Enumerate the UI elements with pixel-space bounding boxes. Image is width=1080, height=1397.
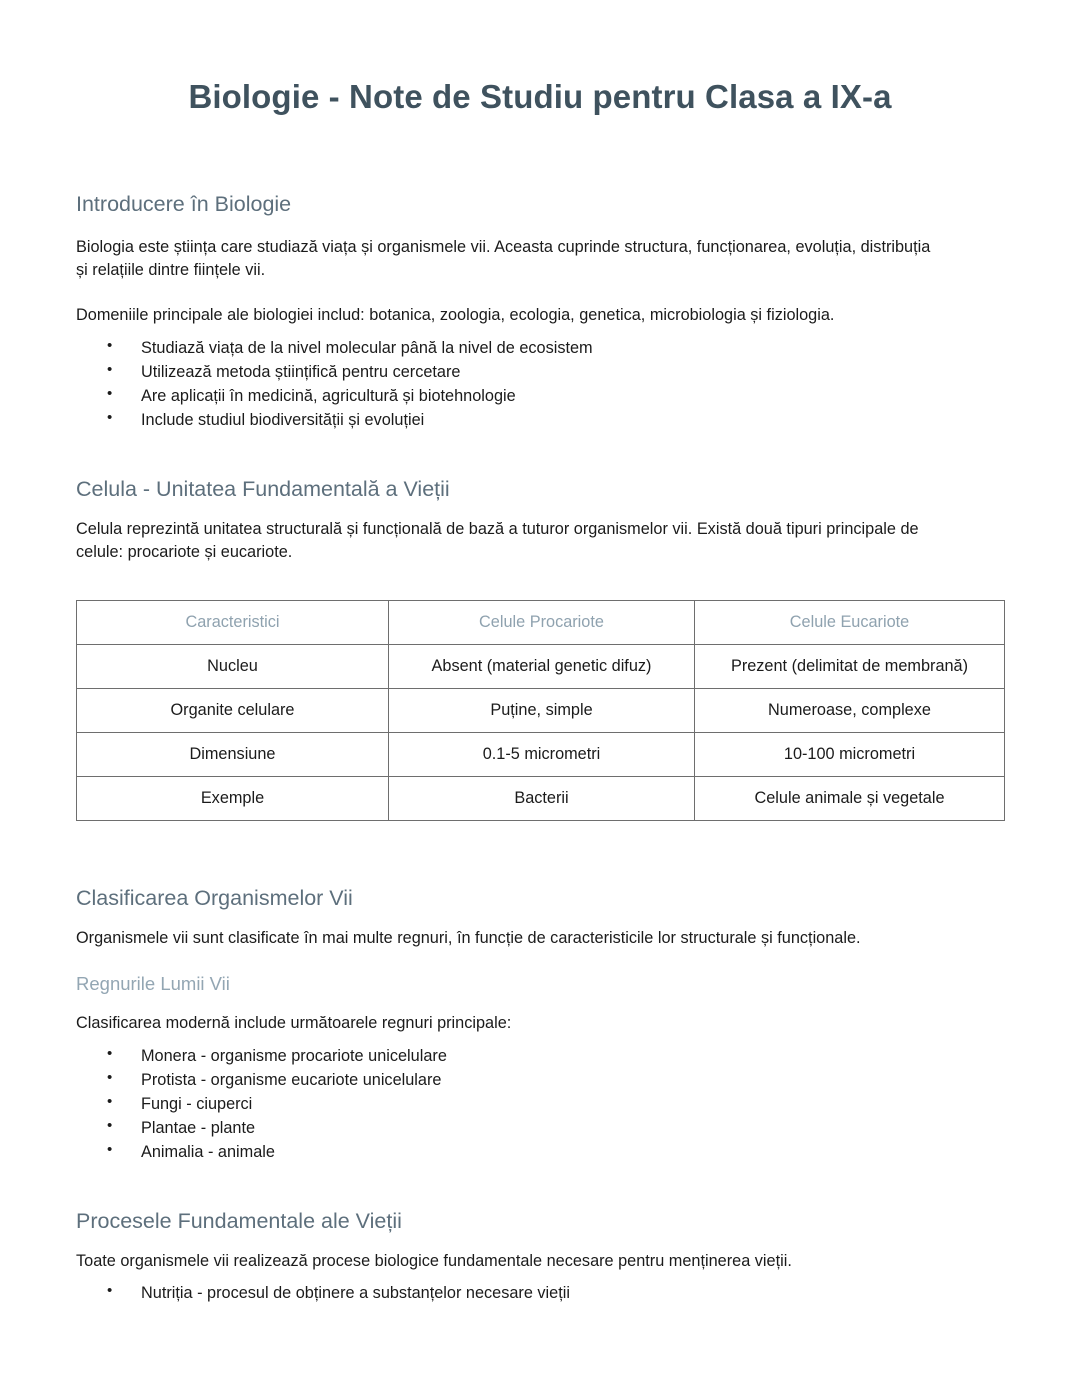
spacer	[76, 564, 1004, 600]
table-head	[77, 601, 1005, 645]
intro-bullet-list	[76, 336, 1004, 432]
table-cell: Exemple	[77, 777, 389, 821]
table-cell: Dimensiune	[77, 733, 389, 777]
section-celula	[76, 476, 1004, 821]
list-item: • Nutriția - procesul de obținere a substanțelor necesare vieții	[103, 1281, 1004, 1305]
table-cell: 10-100 micrometri	[695, 733, 1005, 777]
list-item: • Fungi - ciuperci	[103, 1092, 1004, 1116]
spacer	[76, 328, 1004, 336]
list-item: • Studiază viața de la nivel molecular până la nivel de ecosistem	[103, 336, 1004, 360]
table-row	[77, 777, 1005, 821]
spacer	[76, 1273, 1004, 1281]
spacer	[76, 996, 1004, 1012]
table-row	[77, 733, 1005, 777]
section-clasificare	[76, 885, 1004, 1164]
list-item: • Animalia - animale	[103, 1140, 1004, 1164]
spacer	[76, 821, 1004, 885]
table-cell: Prezent (delimitat de membrană)	[695, 645, 1005, 689]
intro-paragraph-2: Domeniile principale ale biologiei includ: botanica, zoologia, ecologia, genetica, microbiologia și fiziologia.	[76, 306, 835, 325]
spacer	[76, 432, 1004, 476]
table-cell: Numeroase, complexe	[695, 689, 1005, 733]
spacer	[76, 1236, 1004, 1250]
table-cell: Bacterii	[389, 777, 695, 821]
section-heading-clasificare: Clasificarea Organismelor Vii	[76, 886, 353, 911]
table-cell: Nucleu	[77, 645, 389, 689]
spacer	[76, 282, 1004, 304]
celula-paragraph-1: Celula reprezintă unitatea structurală și funcțională de bază a tuturor organismelor vii. Există două tipuri principale de celule: procariote și eucariote.	[76, 519, 919, 562]
table-cell: Puține, simple	[389, 689, 695, 733]
table-body	[77, 645, 1005, 821]
subsection-heading-regnuri: Regnurile Lumii Vii	[76, 973, 230, 995]
table-cell: 0.1-5 micrometri	[389, 733, 695, 777]
table-header-cell: Celule Eucariote	[695, 601, 1005, 645]
spacer	[76, 950, 1004, 972]
list-item: • Include studiul biodiversității și evoluției	[103, 408, 1004, 432]
section-heading-procese: Procesele Fundamentale ale Vieții	[76, 1209, 402, 1234]
table-cell: Absent (material genetic difuz)	[389, 645, 695, 689]
table-header-row	[77, 601, 1005, 645]
clasificare-paragraph-2: Clasificarea modernă include următoarele regnuri principale:	[76, 1014, 512, 1033]
regnuri-bullet-list	[76, 1044, 1004, 1165]
list-item: • Protista - organisme eucariote unicelulare	[103, 1068, 1004, 1092]
section-procese	[76, 1208, 1004, 1305]
comparison-table-celule	[76, 600, 1005, 821]
section-heading-celula: Celula - Unitatea Fundamentală a Vieții	[76, 477, 450, 502]
list-item: • Are aplicații în medicină, agricultură și biotehnologie	[103, 384, 1004, 408]
list-item: • Utilizează metoda științifică pentru cercetare	[103, 360, 1004, 384]
table-cell: Celule animale și vegetale	[695, 777, 1005, 821]
spacer	[76, 1036, 1004, 1044]
intro-paragraph-1: Biologia este știința care studiază viața și organismele vii. Aceasta cuprinde structura, funcționarea, evoluția, distribuția și relațiile dintre ființele vii.	[76, 238, 931, 280]
spacer	[76, 219, 1004, 236]
page-title: Biologie - Note de Studiu pentru Clasa a IX-a	[188, 78, 892, 115]
table-header-cell: Caracteristici	[77, 601, 389, 645]
table-row	[77, 689, 1005, 733]
clasificare-paragraph-1: Organismele vii sunt clasificate în mai multe regnuri, în funcție de caracteristicile lor structurale și funcționale.	[76, 929, 861, 948]
spacer	[76, 504, 1004, 518]
section-introducere	[76, 191, 1004, 432]
spacer	[76, 913, 1004, 927]
table-row	[77, 645, 1005, 689]
table-header-cell: Celule Procariote	[389, 601, 695, 645]
list-item: • Plantae - plante	[103, 1116, 1004, 1140]
table-cell: Organite celulare	[77, 689, 389, 733]
procese-paragraph-1: Toate organismele vii realizează procese biologice fundamentale necesare pentru menținerea vieții.	[76, 1252, 792, 1271]
spacer	[76, 1164, 1004, 1208]
section-heading-introducere: Introducere în Biologie	[76, 192, 292, 217]
spacer	[76, 117, 1004, 191]
list-item: • Monera - organisme procariote unicelulare	[103, 1044, 1004, 1068]
procese-bullet-list	[76, 1281, 1004, 1305]
